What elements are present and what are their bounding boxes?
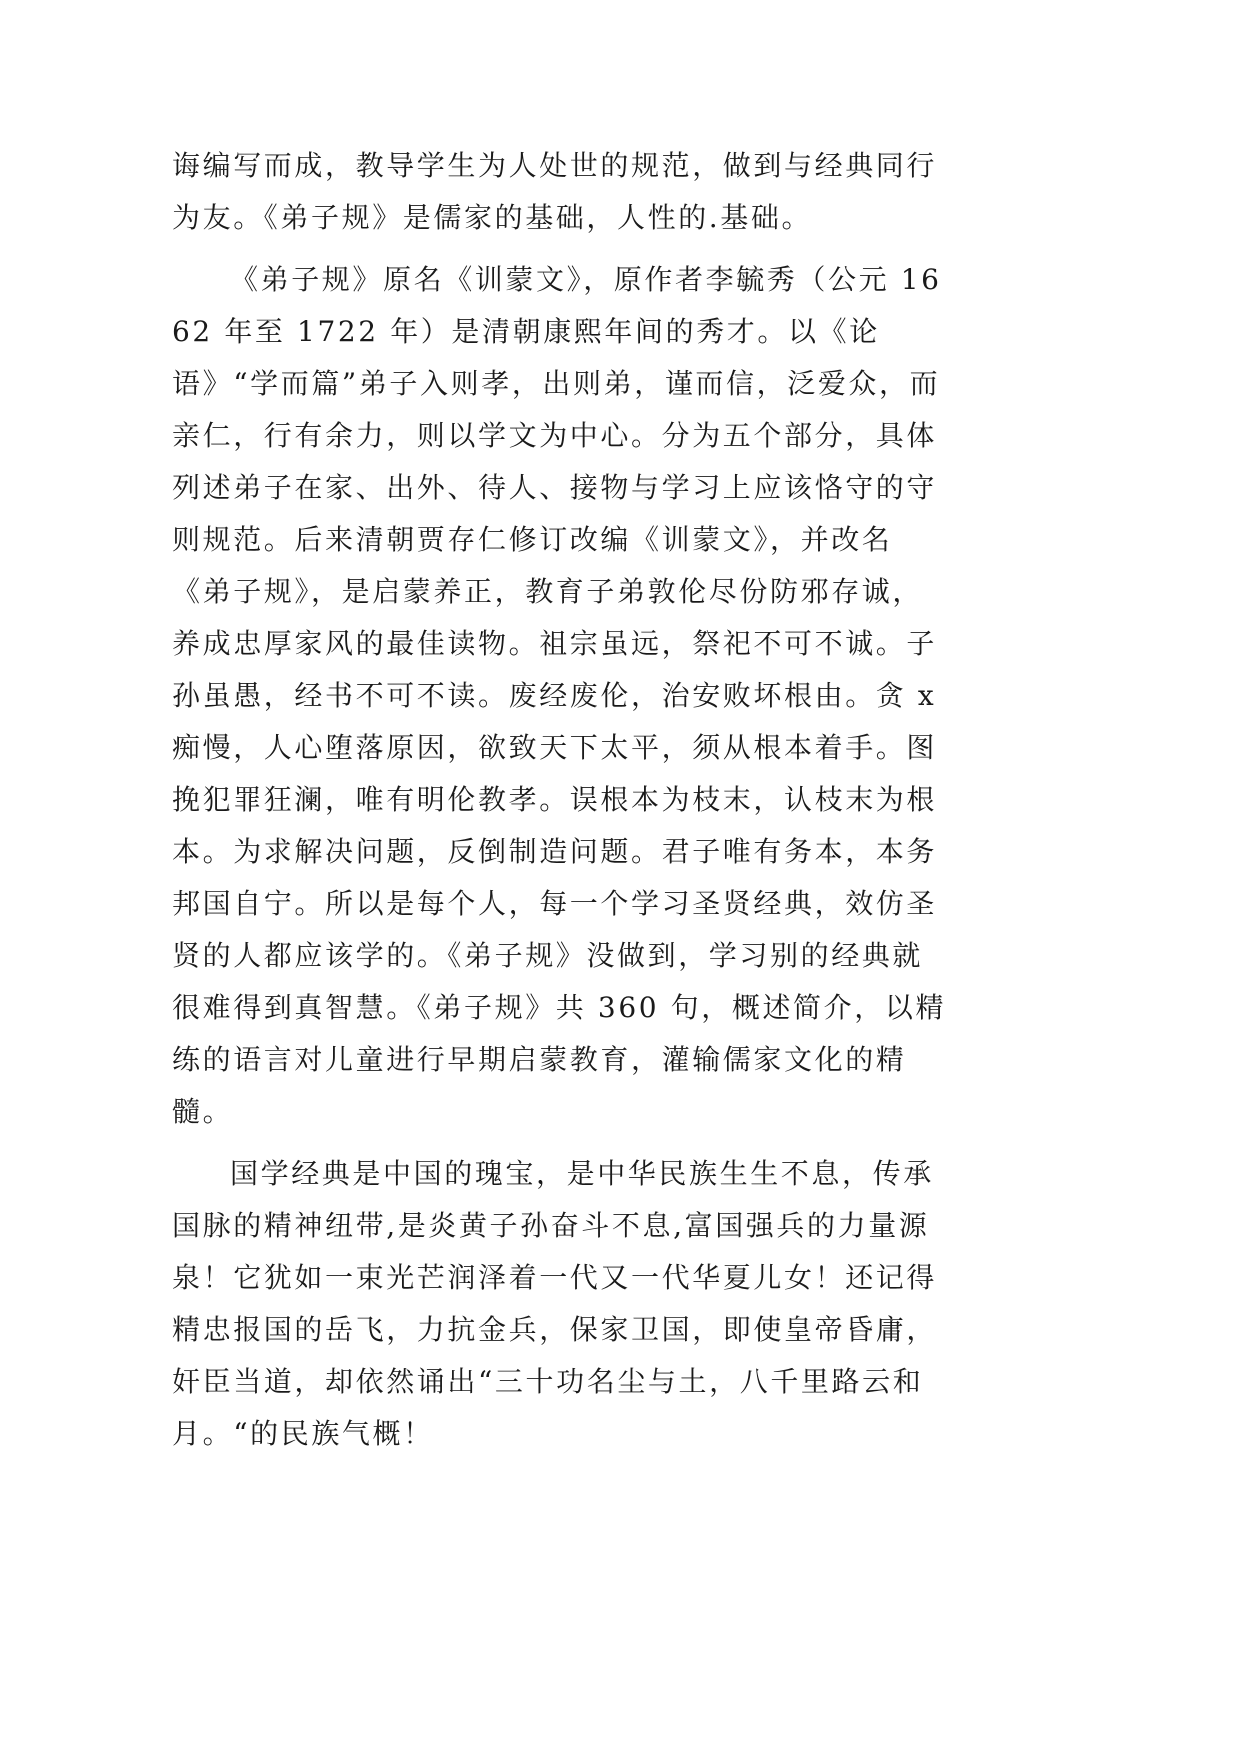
paragraph-dizigui-origin: 《弟子规》原名《训蒙文》，原作者李毓秀（公元 1662 年至 1722 年）是清朝康熙年间的秀才。以《论语》“学而篇”弟子入则孝，出则弟，谨而信，泛爱众，而亲仁，行有余力，则以学文为中心。分为五个部分，具体列述弟子在家、出外、待人、接物与学习上应该恪守的守则规范。后来清朝贾存仁修订改编《训蒙文》，并改名《弟子规》，是启蒙养正，教育子弟敦伦尽份防邪存诚，养成忠厚家风的最佳读物。祖宗虽远，祭祀不可不诚。子孙虽愚，经书不可不读。废经废伦，治安败坏根由。贪 x 痴慢，人心堕落原因，欲致天下太平，须从根本着手。图挽犯罪狂澜，唯有明伦教孝。误根本为枝末，认枝末为根本。为求解决问题，反倒制造问题。君子唯有务本，本务邦国自宁。所以是每个人，每一个学习圣贤经典，效仿圣贤的人都应该学的。《弟子规》没做到，学习别的经典就很难得到真智慧。《弟子规》共 360 句，概述简介，以精练的语言对儿童进行早期启蒙教育，灌输儒家文化的精髓。: [172, 263, 948, 1128]
document-body: [172, 140, 952, 1460]
paragraph-guoxue-classics: 国学经典是中国的瑰宝，是中华民族生生不息，传承国脉的精神纽带,是炎黄子孙奋斗不息,富国强兵的力量源泉！它犹如一束光芒润泽着一代又一代华夏儿女！还记得精忠报国的岳飞，力抗金兵，保家卫国，即使皇帝昏庸，奸臣当道，却依然诵出“三十功名尘与土，八千里路云和月。“的民族气概！: [172, 1157, 938, 1450]
paragraph-continued: 诲编写而成，教导学生为人处世的规范，做到与经典同行为友。《弟子规》是儒家的基础，人性的.基础。: [172, 149, 938, 234]
